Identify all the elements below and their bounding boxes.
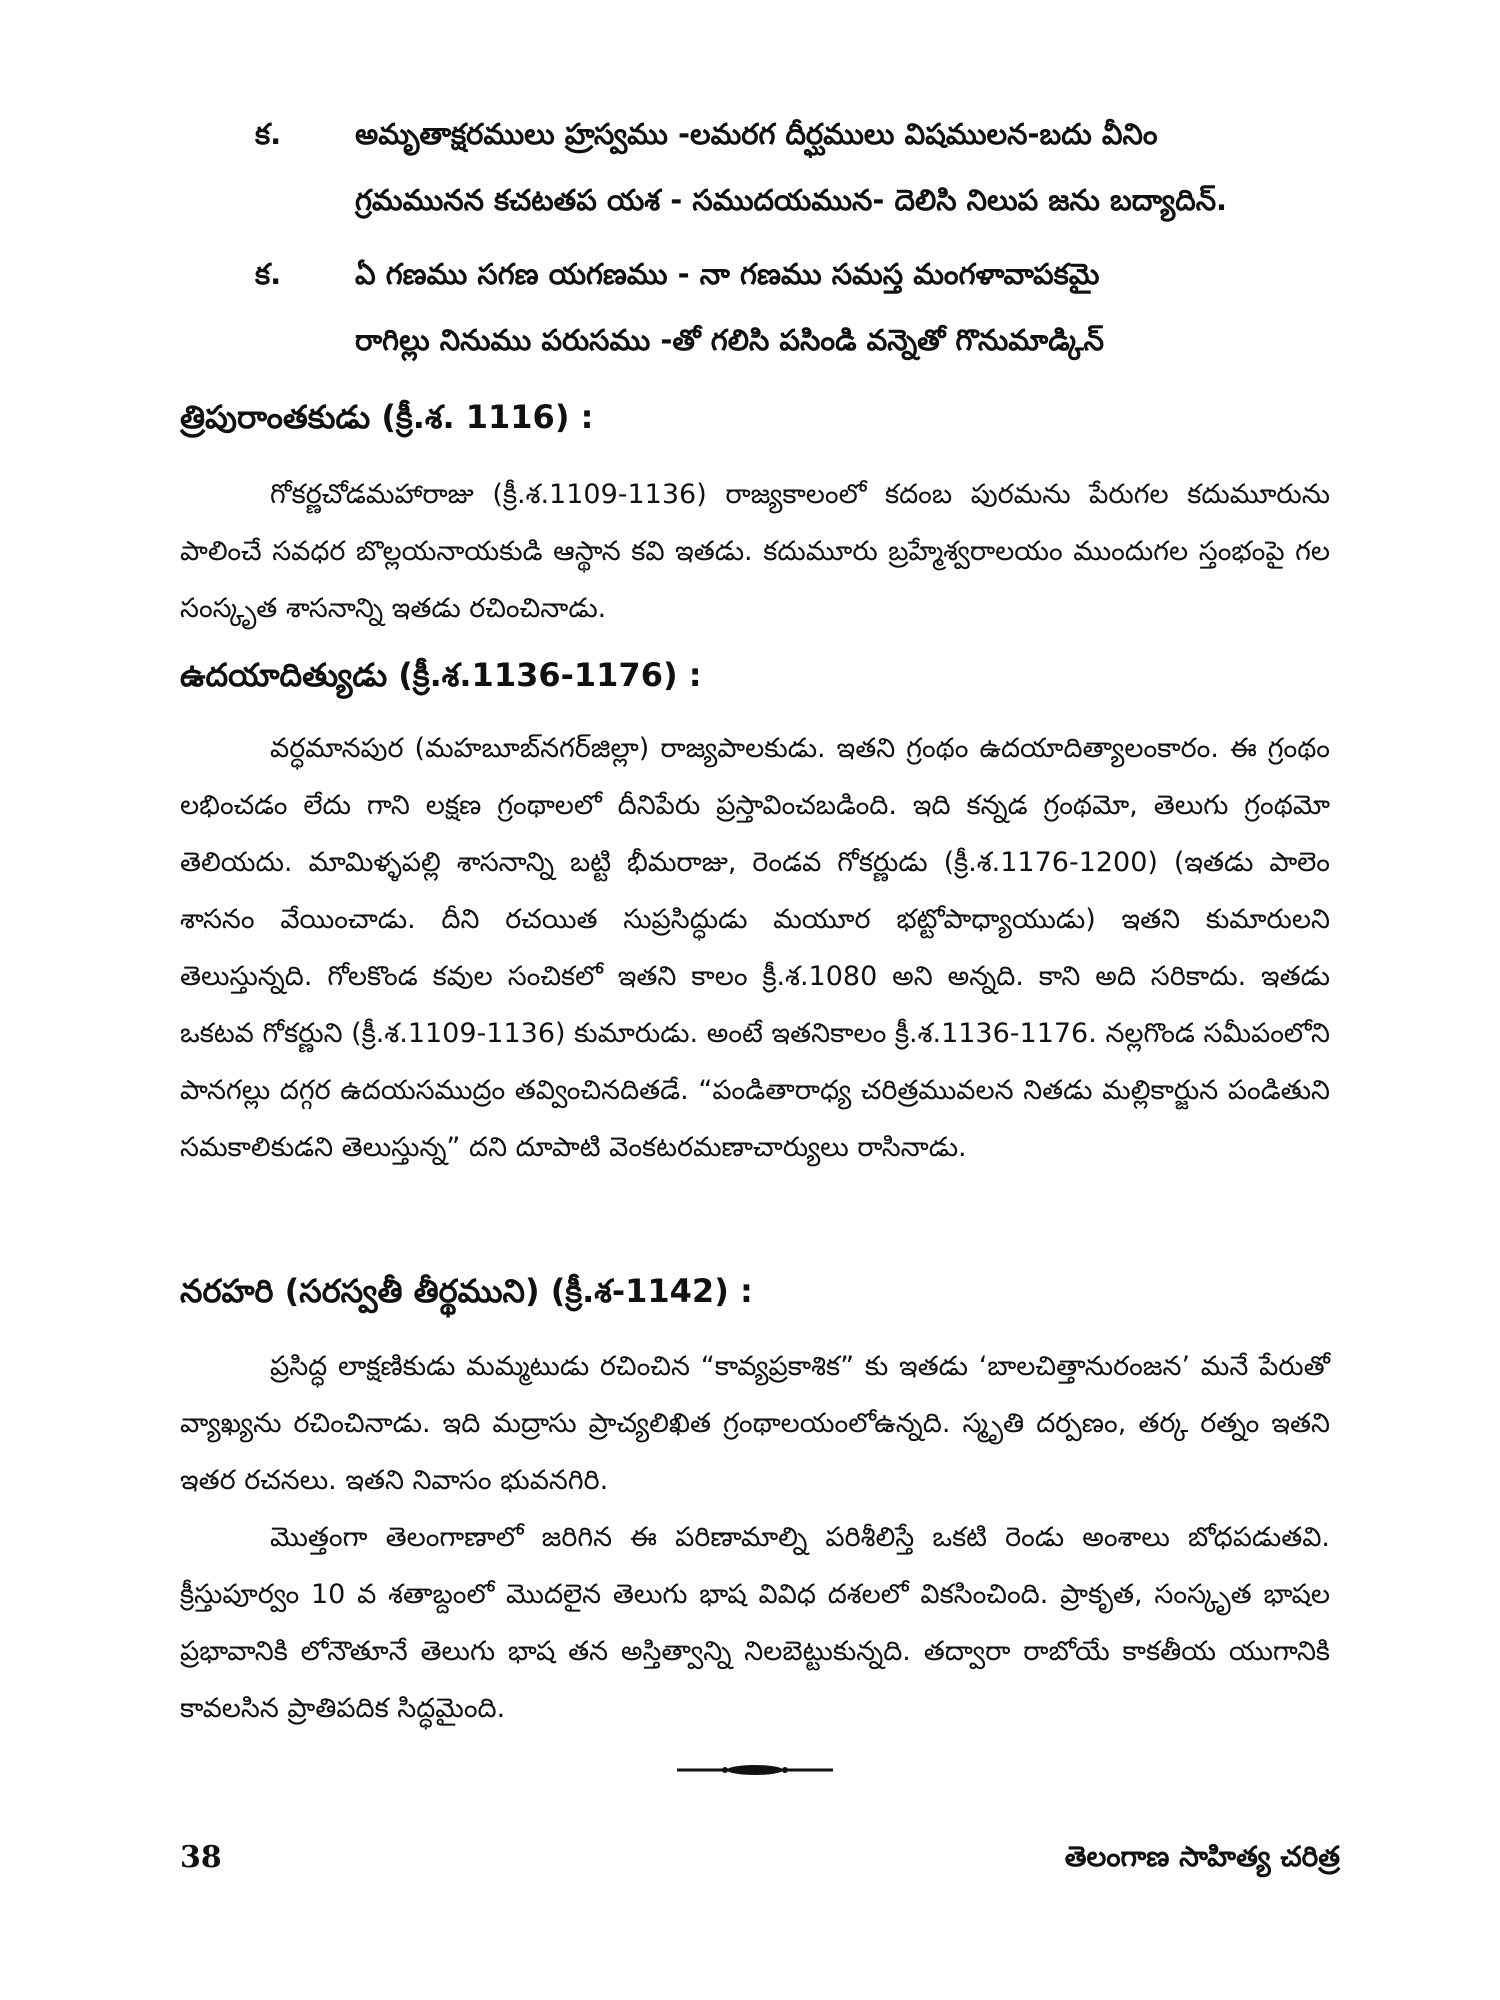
section-heading-narahari: నరహరి (సరస్వతీ తీర్థముని) (క్రీ.శ-1142) : [180,1272,753,1310]
verse-marker: క. [255,117,282,151]
verse-line: గ్రమమునన కచటతప యశ - సముదయమున- దెలిసి నిలుప జను బద్యాదిన్. [355,183,1228,217]
section-body-narahari [180,1338,1330,1737]
verse-1 [255,112,1355,222]
verse-2 [255,252,1355,362]
section-heading-udayadityudu: ఉదయాదిత్యుడు (క్రీ.శ.1136-1176) : [180,656,702,694]
paragraph: వర్ధమానపుర (మహబూబ్‌నగర్‌జిల్లా) రాజ్యపాలకుడు. ఇతని గ్రంథం ఉదయాదిత్యాలంకారం. ఈ గ్రంథం లభించడం లేదు గాని లక్షణ గ్రంథాలలో దీనిపేరు ప్రస్తావించబడింది. ఇది కన్నడ గ్రంథమో, తెలుగు గ్రంథమో తెలియదు. మామిళ్ళపల్లి శాసనాన్ని బట్టి భీమరాజు, రెండవ గోకర్ణుడు (క్రీ.శ.1176-1200) (ఇతడు పాలెం శాసనం వేయించాడు. దీని రచయిత సుప్రసిద్ధుడు మయూర భట్టోపాధ్యాయుడు) ఇతని కుమారులని తెలుస్తున్నది. గోలకొండ కవుల సంచికలో ఇతని కాలం క్రీ.శ.1080 అని అన్నది. కాని అది సరికాదు. ఇతడు ఒకటవ గోకర్ణుని (క్రీ.శ.1109-1136) కుమారుడు. అంటే ఇతనికాలం క్రీ.శ.1136-1176. నల్లగొండ సమీపంలోని పానగల్లు దగ్గర ఉదయసముద్రం తవ్వించినదితడే. “పండితారాధ్య చరిత్రమువలన నితడు మల్లికార్జున పండితుని సమకాలికుడని తెలుస్తున్న” దని దూపాటి వెంకటరమణాచార్యులు రాసినాడు. [180,733,1330,1163]
verse-line: అమృతాక్షరములు హ్రస్వము -లమరగ దీర్ఘములు విషములన-బదు వీనిం [355,117,1158,151]
ornament-divider-icon [675,1760,835,1780]
verse-marker: క. [255,257,282,291]
paragraph: మొత్తంగా తెలంగాణాలో జరిగిన ఈ పరిణామాల్ని పరిశీలిస్తే ఒకటి రెండు అంశాలు బోధపడుతవి. క్రీస్తుపూర్వం 10 వ శతాబ్దంలో మొదలైన తెలుగు భాష వివిధ దశలలో వికసించింది. ప్రాకృత, సంస్కృత భాషల ప్రభావానికి లోనౌతూనే తెలుగు భాష తన అస్తిత్వాన్ని నిలబెట్టుకున్నది. తద్వారా రాబోయే కాకతీయ యుగానికి కావలసిన ప్రాతిపదిక సిద్ధమైంది. [180,1522,1330,1724]
page-number: 38 [180,1840,222,1875]
verse-line: ఏ గణము సగణ యగణము - నా గణము సమస్త మంగళావాపకమై [355,257,1100,291]
paragraph: ప్రసిద్ధ లాక్షణికుడు మమ్మటుడు రచించిన “కావ్యప్రకాశిక” కు ఇతడు ‘బాలచిత్తానురంజన’ మనే పేరుతో వ్యాఖ్యను రచించినాడు. ఇది మద్రాసు ప్రాచ్యలిఖిత గ్రంథాలయంలోఉన్నది. స్మృతి దర్పణం, తర్క రత్నం ఇతని ఇతర రచనలు. ఇతని నివాసం భువనగిరి. [180,1351,1330,1496]
section-heading-tripurantakudu: త్రిపురాంతకుడు (క్రీ.శ. 1116) : [180,398,594,436]
paragraph: గోకర్ణచోడమహారాజు (క్రీ.శ.1109-1136) రాజ్యకాలంలో కదంబ పురమను పేరుగల కదుమూరును పాలించే సవధర బొల్లయనాయకుడి ఆస్థాన కవి ఇతడు. కదుమూరు బ్రహ్మేశ్వరాలయం ముందుగల స్తంభంపై గల సంస్కృత శాసనాన్ని ఇతడు రచించినాడు. [180,479,1330,624]
running-footer-title: తెలంగాణ సాహిత్య చరిత్ర [1064,1840,1340,1873]
verse-line: రాగిల్లు నినుము పరుసము -తో గలిసి పసిండి వన్నెతో గొనుమాడ్కిన్ [355,323,1104,357]
section-body-udayadityudu [180,720,1330,1176]
section-body-tripurantakudu [180,466,1330,637]
